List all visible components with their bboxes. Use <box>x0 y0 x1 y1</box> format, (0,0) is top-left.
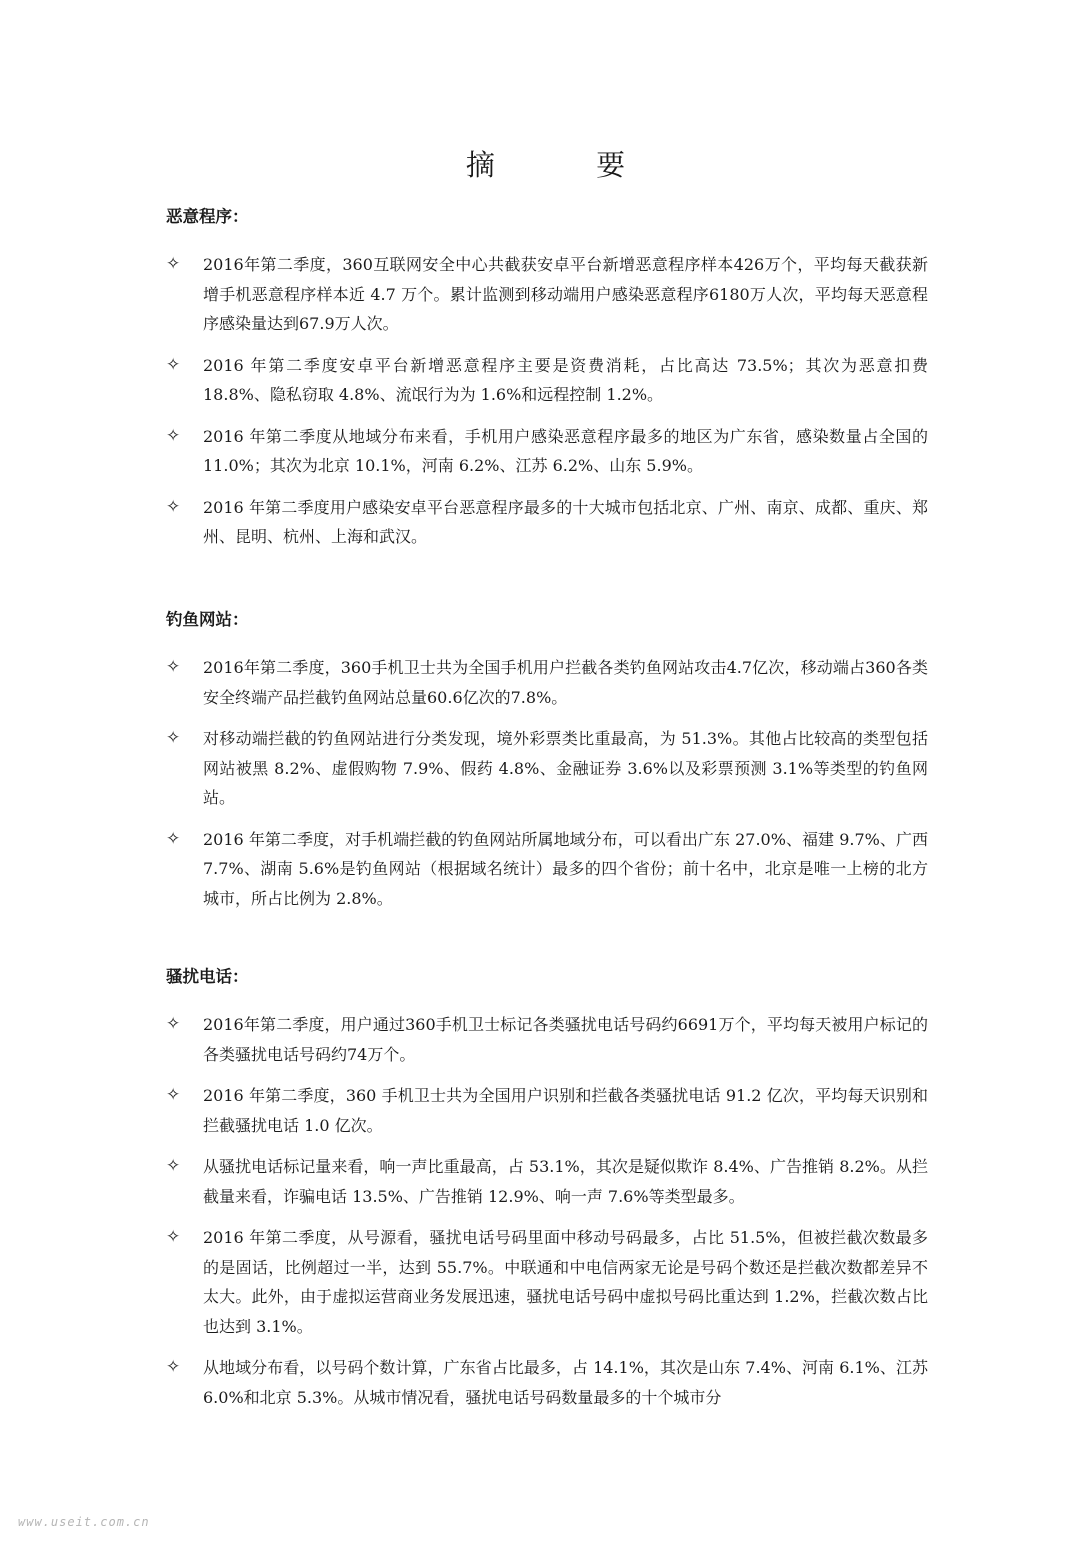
bullet-text: 2016 年第二季度，对手机端拦截的钓鱼网站所属地域分布，可以看出广东 27.0%、福建 9.7%、广西 7.7%、湖南 5.6%是钓鱼网站（根据域名统计）最多的四个省份；前十名中，北京是唯一上榜的北方城市，所占比例为 2.8%。 <box>203 829 928 908</box>
bullet-item <box>166 422 928 481</box>
diamond-star-icon: ✧ <box>166 254 181 274</box>
bullet-text: 从地域分布看，以号码个数计算，广东省占比最多，占 14.1%，其次是山东 7.4%、河南 6.1%、江苏 6.0%和北京 5.3%。从城市情况看，骚扰电话号码数量最多的十个城市分 <box>203 1358 928 1407</box>
section-harassment-calls <box>166 966 928 1424</box>
bullet-list <box>166 1010 928 1412</box>
diamond-star-icon: ✧ <box>166 1085 181 1105</box>
diamond-star-icon: ✧ <box>166 354 181 375</box>
bullet-item <box>166 1152 928 1211</box>
bullet-text: 2016年第二季度，用户通过360手机卫士标记各类骚扰电话号码约6691万个，平均每天被用户标记的各类骚扰电话号码约74万个。 <box>203 1015 928 1064</box>
bullet-item <box>166 1081 928 1140</box>
bullet-text: 2016 年第二季度，从号源看，骚扰电话号码里面中移动号码最多，占比 51.5%，但被拦截次数最多的是固话，比例超过一半，达到 55.7%。中联通和中电信两家无论是号码个数还是拦截次数都差异不太大。此外，由于虚拟运营商业务发展迅速，骚扰电话号码中虚拟号码比重达到 1.2%，拦截次数占比也达到 3.1%。 <box>203 1228 928 1336</box>
section-heading: 恶意程序： <box>166 207 249 226</box>
diamond-star-icon: ✧ <box>166 1156 181 1176</box>
bullet-item <box>166 653 928 712</box>
watermark: www.useit.com.cn <box>18 1515 150 1529</box>
bullet-item <box>166 1353 928 1412</box>
page-title: 摘 要 <box>465 148 672 182</box>
bullet-item <box>166 250 928 339</box>
bullet-item <box>166 351 928 410</box>
bullet-text: 2016 年第二季度从地域分布来看，手机用户感染恶意程序最多的地区为广东省，感染数量占全国的 11.0%；其次为北京 10.1%，河南 6.2%、江苏 6.2%、山东 5.9%。 <box>203 426 928 475</box>
diamond-star-icon: ✧ <box>166 1357 181 1377</box>
section-heading: 骚扰电话： <box>166 967 249 986</box>
bullet-text: 2016年第二季度，360互联网安全中心共截获安卓平台新增恶意程序样本426万个，平均每天截获新增手机恶意程序样本近 4.7 万个。累计监测到移动端用户感染恶意程序6180万人次，平均每天恶意程序感染量达到67.9万人次。 <box>203 255 928 333</box>
bullet-item <box>166 493 928 552</box>
bullet-list <box>166 250 928 552</box>
diamond-star-icon: ✧ <box>166 728 181 748</box>
bullet-item <box>166 1010 928 1069</box>
bullet-item <box>166 825 928 914</box>
bullet-text: 2016 年第二季度安卓平台新增恶意程序主要是资费消耗，占比高达 73.5%；其次为恶意扣费 18.8%、隐私窃取 4.8%、流氓行为为 1.6%和远程控制 1.2%。 <box>203 355 928 404</box>
bullet-item <box>166 1223 928 1341</box>
bullet-list <box>166 653 928 913</box>
diamond-star-icon: ✧ <box>166 1014 181 1034</box>
diamond-star-icon: ✧ <box>166 657 181 677</box>
bullet-item <box>166 724 928 813</box>
bullet-text: 对移动端拦截的钓鱼网站进行分类发现，境外彩票类比重最高，为 51.3%。其他占比较高的类型包括网站被黑 8.2%、虚假购物 7.9%、假药 4.8%、金融证券 3.6%以及彩票预测 3.1%等类型的钓鱼网站。 <box>203 729 928 807</box>
section-malware <box>166 206 928 564</box>
bullet-text: 2016 年第二季度，360 手机卫士共为全国用户识别和拦截各类骚扰电话 91.2 亿次，平均每天识别和拦截骚扰电话 1.0 亿次。 <box>203 1086 928 1135</box>
diamond-star-icon: ✧ <box>166 425 181 446</box>
bullet-text: 2016 年第二季度用户感染安卓平台恶意程序最多的十大城市包括北京、广州、南京、成都、重庆、郑州、昆明、杭州、上海和武汉。 <box>203 497 928 546</box>
diamond-star-icon: ✧ <box>166 1227 181 1247</box>
diamond-star-icon: ✧ <box>166 496 181 517</box>
diamond-star-icon: ✧ <box>166 828 181 849</box>
bullet-text: 2016年第二季度，360手机卫士共为全国手机用户拦截各类钓鱼网站攻击4.7亿次，移动端占360各类安全终端产品拦截钓鱼网站总量60.6亿次的7.8%。 <box>203 658 928 707</box>
bullet-text: 从骚扰电话标记量来看，响一声比重最高，占 53.1%，其次是疑似欺诈 8.4%、广告推销 8.2%。从拦截量来看，诈骗电话 13.5%、广告推销 12.9%、响一声 7.6%等类型最多。 <box>203 1157 928 1206</box>
section-heading: 钓鱼网站： <box>166 610 249 629</box>
section-phishing <box>166 609 928 925</box>
